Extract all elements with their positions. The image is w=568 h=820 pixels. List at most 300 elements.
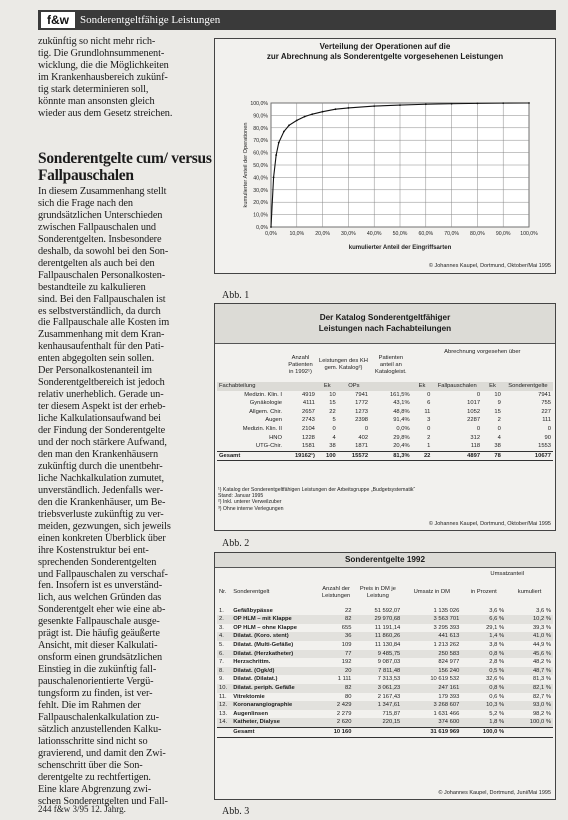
table-note: Stand: Januar 1995 [218,493,264,500]
table-cell: 1052 [467,408,481,415]
table-cell: 48,2 % [532,659,551,666]
table-cell: 8. [219,667,224,674]
table-cell: 9 [497,400,501,407]
table-cell: 0 [332,425,336,432]
table-cell: 15 [329,400,336,407]
x-tick-label: 90,0% [495,231,511,237]
y-tick-label: 100,0% [250,101,268,107]
table-cell: 118 [470,443,481,450]
table-cell: 0 [427,425,431,432]
col-header-empty [284,382,317,391]
table-cell: 824 977 [438,659,460,666]
table-row [217,693,553,702]
data-point [304,116,306,118]
text-line: Sonderentgelt eher wie eine ab- [38,604,166,616]
table-cell: 1871 [355,443,369,450]
table-cell: 20 [344,667,352,674]
table-row [217,416,553,425]
table-title-line-2: Leistungen nach Fachabteilungen [318,324,452,333]
table-cell: 0,5 % [489,667,505,674]
data-point [273,177,275,179]
text-line: meiden, gezwungen, sich jeweils [38,520,171,532]
table-cell: 5 [332,417,336,424]
text-line: könnte man ansonsten gleich [38,95,155,107]
col-header-fp-ops: Fallpauschalen [437,383,477,389]
table-cell: HNO [269,434,282,441]
data-point [373,105,375,107]
table-cell: 6 [427,400,431,407]
col-header-empty-2 [370,382,412,391]
table-cell: 45,6 % [532,650,551,657]
text-line: und der noch stärkere Aufwand, [38,437,167,449]
table-cell: 31 619 969 [430,728,460,735]
table-cell: Medizin. Klin. II [242,425,282,432]
text-line: Sonderentgelten. Insbesondere [38,233,162,245]
table-cell: Gefäßbypässe [233,607,273,614]
table-row [217,684,553,693]
col-header-nr: Nr. [219,589,227,596]
y-tick-label: 90,0% [253,113,268,120]
data-point [348,107,350,109]
table-cell: 100 [326,452,336,459]
text-line: Der Personalkostenanteil im [38,365,152,377]
table-cell: 2. [219,616,224,623]
table-cell: 20,4% [393,443,410,450]
table-row [217,658,553,667]
data-point [270,226,272,228]
table-cell: 755 [541,400,551,407]
table-cell: 10,2 % [532,616,551,623]
table-total-row [217,451,553,461]
text-line: ter diesem Aspekt ist der erheb- [38,401,166,413]
table-cell: 6,6 % [489,616,505,623]
col-header-in-prozent: in Prozent [470,589,497,596]
text-line: zukünftig so nicht mehr rich- [38,36,156,47]
x-axis-label: kumulierter Anteil der Eingriffsarten [348,245,452,251]
text-line: der Findung der Sonderentgelte [38,425,166,437]
table-cell: 374 600 [438,719,460,726]
table-cell: 3. [219,624,224,631]
table-cell: 11 860,26 [374,633,401,640]
table-title-line-1: Der Katalog Sonderentgeltfähiger [319,313,451,322]
table-cell: 100,0 % [529,719,551,726]
table-cell: Dilatat. (Multi-Gefäße) [233,641,294,648]
data-point [278,142,280,144]
table-cell: 2104 [302,425,315,432]
table-cell: 82 [344,684,352,691]
table-cell: 81,3% [393,452,410,459]
table-cell: Gesamt [233,728,255,735]
text-line: derentgelte zu rechtfertigen. [38,771,151,783]
y-tick-label: 80,0% [253,125,268,132]
data-point [502,102,504,104]
y-tick-label: 0,0% [256,225,268,231]
table-cell: 1581 [302,443,315,450]
text-line: liche Nachkalkulation zumutet, [38,472,164,484]
table-cell: 0,8 % [489,650,505,657]
x-tick-label: 70,0% [444,231,459,237]
col-header-se-ek: Ek [489,383,496,389]
text-line: lationsschritte sind nicht so [38,735,148,747]
col-header-anzahl: Anzahl Patienten in 1992¹) [288,354,313,375]
text-line: relativ unerheblich. Gerade un- [38,389,164,401]
table-total-row [217,727,553,737]
table-cell: 2657 [302,408,315,415]
figure-1-source: © Johannes Kaupel, Dortmund, Oktober/Mai 1995 [428,263,551,269]
table-cell: 13. [219,710,228,717]
table-cell: 227 [541,408,551,415]
table-cell: Dilatat. (Dilatat.) [233,676,278,683]
table-cell: 91,4% [393,417,410,424]
text-line: unverständlich. Jedenfalls wer- [38,484,164,496]
text-line: es selbstverständlich, da durch [38,305,161,317]
table-cell: 220,15 [382,719,401,726]
text-line: derentgelten als auch bei den [38,257,155,269]
table-cell: 0 [476,391,481,398]
text-line: sich die Frage nach den [38,197,133,209]
table-cell: 3,6 % [489,607,505,614]
x-tick-label: 40,0% [366,231,382,237]
page-header [38,10,556,30]
table-cell: OP HLM – mit Klappe [233,616,292,623]
table-cell: Dilatat. (Herzkatheter) [233,650,294,657]
table-cell: 1,4 % [489,633,505,640]
text-line: Fallpauschalen Personalkosten- [38,269,166,281]
table-row [217,710,553,719]
table-cell: Gynäkologie [249,400,282,407]
y-tick-label: 50,0% [253,163,268,169]
table-row [217,399,553,408]
text-line: ihre Kostenstruktur bei ent- [38,544,149,556]
text-line: Ansicht, mit dieser Kalkulati- [38,640,158,652]
text-line: Einstieg in die zukünftig fall- [38,664,157,676]
table-cell: 1 213 262 [433,641,460,648]
col-header-umsatzanteil: Umsatzanteil [490,571,524,577]
text-line: schen Sonderentgelten und Fall- [38,795,168,807]
table-cell: 10,3 % [486,702,505,709]
col-header-preis: Preis in DM je Leistung [359,585,396,599]
table-cell: 10677 [534,452,551,459]
table-cell: 82,7 % [532,693,551,700]
text-line: liche Kalkulationsaufwand bei [38,413,161,425]
text-line: Fallpauschalenkalkulation zu- [38,711,159,723]
table-cell: 0,6 % [489,693,505,700]
table-cell: 11. [219,693,227,700]
table-cell: 4 [332,434,336,441]
col-header-ops: OPs [348,383,360,389]
table-cell: 2287 [467,417,481,424]
text-line: lich, aus welchen Gründen das [38,592,162,604]
table-cell: Dilatat. periph. Gefäße [233,684,295,691]
table-cell: 77 [344,650,352,657]
table-cell: 1017 [467,400,481,407]
table-cell: 1553 [538,443,551,450]
table-cell: 78 [494,452,501,459]
table-cell: 3,6 % [536,607,551,614]
table-cell: 2 279 [336,710,352,717]
table-cell: 7941 [355,391,369,398]
text-line: tungsform zu finden, ist ver- [38,688,153,700]
text-line: fen. Insofern ist es unverständ- [38,580,163,592]
y-tick-label: 60,0% [253,150,268,157]
table-cell: 11 130,84 [374,641,401,648]
table-note: ³) Ohne interne Verlegungen [218,505,284,512]
col-header-anteil: Patienten anteil an Katalogleist. [375,354,407,375]
table-cell: 15 [494,408,501,415]
figure-3-table [214,552,556,800]
table-cell: 0 [364,425,369,432]
table-row [217,632,553,641]
text-line: grundsätzlichen Unterschieden [38,209,163,221]
text-line: zwischen Fallpauschalen und [38,221,156,233]
text-line: Eine klare Abgrenzung zwi- [38,783,152,795]
table-cell: 19162¹) [294,452,315,459]
x-tick-label: 80,0% [470,231,485,237]
table-cell: 38 [329,443,336,450]
y-tick-label: 40,0% [253,175,268,182]
text-line: Sonderentgeltbereich ist jedoch [38,377,165,389]
x-tick-label: 50,0% [392,231,408,237]
figure-3-source: © Johannes Kaupel, Dortmund, Juni/Mai 1995 [438,790,551,796]
figure-2-table [214,303,556,531]
table-cell: 3,8 % [489,641,505,648]
table-cell: 6. [219,650,224,657]
table-cell: 2 620 [336,719,352,726]
body-paragraph [38,186,206,808]
table-row [217,675,553,684]
col-header-abrechnung: Abrechnung vorgesehen über [444,349,521,355]
table-cell: 1 111 [337,676,352,683]
table-cell: 10 619 532 [430,676,460,683]
text-line: im Krankenhausbereich zukünf- [38,71,168,83]
data-point [451,103,453,105]
data-point [477,102,479,104]
table-cell: 0 [476,425,481,432]
table-cell: 161,5% [389,391,410,398]
table-cell: Dilatat. (Ogk/d) [233,667,275,674]
table-cell: 1772 [355,400,369,407]
table-cell: 10 [494,391,501,398]
x-tick-label: 30,0% [341,231,356,237]
text-line: schenschritt über die Son- [38,759,143,771]
table-cell: 2 [427,434,431,441]
table-cell [217,727,231,737]
text-line: den die Krankenhäuser, um Be- [38,496,166,508]
table-cell: Augen [265,417,282,424]
table-note: ¹) Katalog der Sonderentgeltfähigen Leistungen der Arbeitsgruppe „Budgetsystematik“ [218,487,416,493]
table-cell: 22 [423,452,431,459]
journal-logo: f&w [41,12,75,28]
table-cell: 39,3 % [532,624,551,631]
table-cell: 51 592,07 [374,607,401,614]
text-line: deshalb, da sowohl bei den Son- [38,245,169,257]
table-cell: Dilatat. (Koro. stent) [233,633,289,640]
table-cell: 82 [344,616,352,623]
data-point [288,124,290,126]
table-cell: OP HLM – ohne Klappe [233,624,297,631]
col-header-sonderentgelt: Sonderentgelt [233,589,270,596]
x-tick-label: 0,0% [265,231,277,237]
section-title: Sonderentgeltfähige Leistungen [80,14,221,26]
data-point [335,108,337,110]
table-cell: 36 [344,633,352,640]
text-line: tig stark determinieren soll, [38,83,149,95]
table-cell: 2 167,43 [377,693,401,700]
text-line: wicklung, die die Möglichkeiten [38,59,169,71]
table-cell: Allgem. Chir. [249,408,282,415]
table-cell: 29 970,68 [374,616,401,623]
text-line: gravierend, und damit den Zwi- [38,747,166,759]
table-cell: 22 [344,607,352,614]
text-line: sprechenden Sonderentgelten [38,556,157,568]
data-point [322,111,324,113]
table-cell: 9 485,75 [377,650,401,657]
text-line: zukünftig durch die unentbehr- [38,460,163,472]
data-point [425,103,427,105]
data-point [528,102,530,104]
text-line: tig. Die Grundlohnsummenent- [38,47,165,59]
figure-1-caption: Abb. 1 [222,290,250,301]
text-line: pauschalenorientierte Vergü- [38,676,154,688]
x-tick-label: 10,0% [289,231,305,237]
table-note: ²) Inkl. unterer Verweilzuber [218,499,282,506]
table-cell: 9 087,03 [377,659,401,666]
table-row [217,391,553,400]
col-header-anzahl-leistungen: Anzahl der Leistungen [321,585,351,599]
table-row [217,408,553,417]
table-cell: 38 [494,443,501,450]
table-cell: Augenlinsen [233,710,269,717]
table-cell: 11 191,14 [374,624,401,631]
table-cell: Gesamt [219,452,241,459]
data-point [283,131,285,133]
table-cell: 4. [219,633,224,640]
table-cell: 22 [329,408,336,415]
figure-2-caption: Abb. 2 [222,538,250,549]
table-cell: 4919 [302,391,315,398]
table-cell: 1 135 026 [433,607,460,614]
table-row [217,442,553,451]
department-table [217,348,553,461]
table-cell: 2398 [355,417,369,424]
table-cell: 1273 [355,408,369,415]
x-tick-label: 20,0% [315,231,330,237]
text-line: bestandteile zu kalkulieren [38,281,146,293]
table-cell: 9. [219,676,224,683]
table-row [217,425,553,434]
text-line: kenhausaufenthalt für den Pati- [38,341,164,353]
table-cell: 15572 [351,452,369,459]
text-line: den man den Krankenhäusern [38,448,159,460]
table-cell: 0 [427,391,431,398]
table-cell: 82,1 % [532,684,551,691]
text-line: einen konkreten Überblick über [38,532,166,544]
table-cell: 0,8 % [489,684,505,691]
table-cell: 1 [427,443,431,450]
col-header-fp-ek: Ek [418,383,426,389]
table-cell: 4897 [467,452,481,459]
data-point [399,104,401,106]
page-footer: 244 f&w 3/95 12. Jahrg. [38,804,126,814]
table-cell: 179 393 [438,693,460,700]
table-cell: 2 [497,417,501,424]
intro-paragraph [38,36,206,120]
y-tick-label: 20,0% [253,200,268,207]
table-cell: 5. [219,641,224,648]
table-cell [353,727,402,737]
table-row [217,641,553,650]
table-cell: 1 347,61 [377,702,401,709]
table-notes [218,487,415,512]
col-header-kumuliert: kumuliert [517,589,542,596]
text-line: sind. Bei den Fallpauschalen ist [38,293,166,305]
table-cell: Koronarangiographie [233,702,293,709]
table-cell: 250 583 [438,650,460,657]
table-cell: 98,2 % [532,710,551,717]
table-cell: 715,87 [382,710,401,717]
table-cell: 192 [341,659,352,666]
table-cell: Katheter, Dialyse [233,719,280,726]
table-cell: 0 [547,425,551,432]
col-header-leistungen: Leistungen des KH gem. Katalog²) [318,358,368,371]
table-cell: 0,0% [396,425,410,432]
text-line: Zusammenhang mit dem Kran- [38,329,165,341]
table-cell: 41,0 % [532,633,551,640]
table-cell: 43,1% [393,400,410,407]
table-cell: 3 [427,417,431,424]
table-cell: 4111 [302,400,315,407]
table-cell: 90 [544,434,551,441]
col-header-fach: Fachabteilung [219,383,256,389]
table-cell: 48,8% [393,408,410,415]
text-line: und Fallpauschalen zu verschaf- [38,568,168,580]
text-line: gesenkte Fallpauschale ausge- [38,616,160,628]
figure-3-caption: Abb. 3 [222,806,250,817]
data-point [275,154,277,156]
table-cell: 441 613 [438,633,460,640]
table-row [217,667,553,676]
col-header-fachabteilung [217,348,284,382]
y-tick-label: 70,0% [253,138,268,145]
table-cell: 11 [424,408,431,415]
table-cell: 7 313,53 [377,676,401,683]
table-cell: 1 631 466 [433,710,460,717]
col-header-umsatz: Umsatz in DM [413,589,450,596]
table-cell: 0 [497,425,501,432]
table-cell: 3 061,23 [377,684,401,691]
col-header-ek: Ek [323,383,331,389]
table-row [217,615,553,624]
table-cell: 44,9 % [532,641,551,648]
table-cell: 3 563 701 [433,616,460,623]
table-cell: 3 295 393 [433,624,460,631]
table-cell [506,727,553,737]
chart-plot [215,39,555,273]
table-cell: 10. [219,684,228,691]
x-tick-label: 100,0% [520,231,538,237]
y-axis-label: kumulierter Anteil der Operationen [243,122,249,208]
text-line: sätzlich anzustellenden Kalku- [38,723,162,735]
sonderentgelte-table [217,570,553,738]
table-cell: 12. [219,702,228,709]
text-line: enten abgegolten sein sollen. [38,353,155,365]
table-cell: 48,7 % [532,667,551,674]
table-cell: 1. [219,607,224,614]
table-cell: 14. [219,719,228,726]
table-cell: 402 [358,434,369,441]
text-line: prägt ist. Die häufig geäußerte [38,628,160,640]
table-cell: 7941 [538,391,551,398]
